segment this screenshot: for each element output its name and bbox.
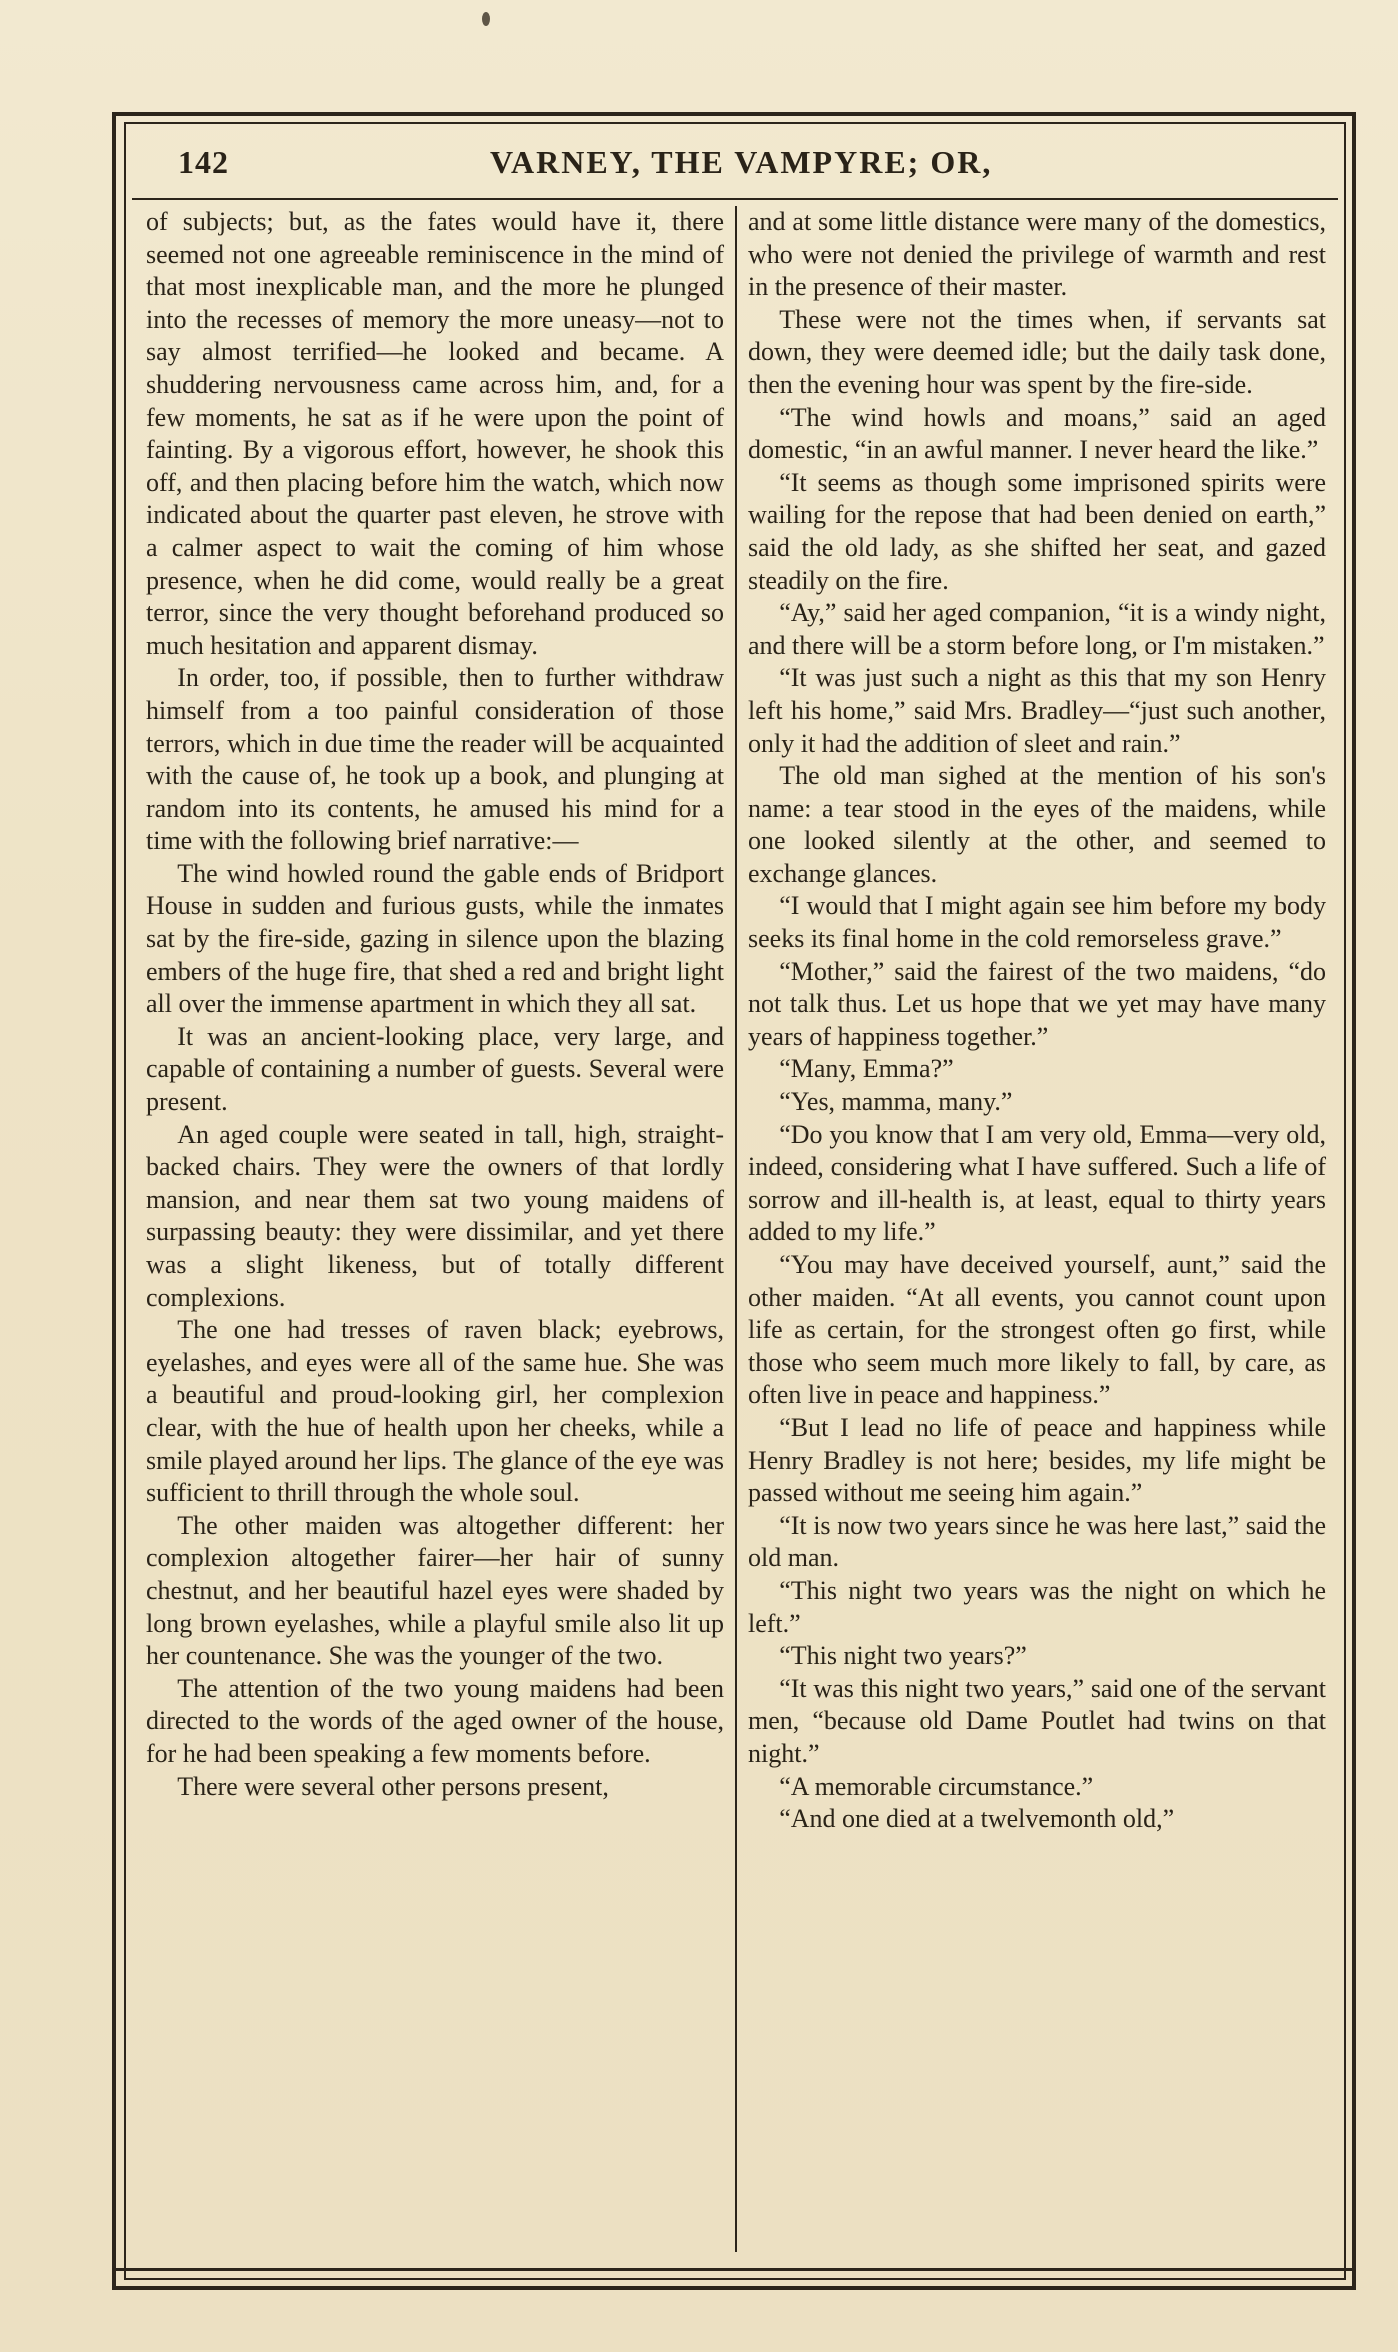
paragraph: An aged couple were seated in tall, high, straight-backed chairs. They were the owners of that lordly mansion, and near them sat two young maidens of surpassing beauty: they were dissimilar, and yet there was a slight likeness, but of totally different complexions. — [146, 1119, 724, 1312]
paragraph: “And one died at a twelvemonth old,” — [779, 1804, 1175, 1834]
ink-smudge — [482, 12, 490, 26]
left-column — [146, 206, 724, 1803]
paragraph: These were not the times when, if servants sat down, they were deemed idle; but the daily task done, then the evening hour was spent by the fire-side. — [748, 304, 1326, 399]
paragraph: “I would that I might again see him before my body seeks its final home in the cold remorseless grave.” — [748, 891, 1326, 954]
paragraph: “It is now two years since he was here last,” said the old man. — [748, 1510, 1326, 1573]
paragraph: “Many, Emma?” — [779, 1054, 954, 1084]
paragraph: “The wind howls and moans,” said an aged domestic, “in an awful manner. I never heard the like.” — [748, 402, 1326, 465]
paragraph: “You may have deceived yourself, aunt,” said the other maiden. “At all events, you cannot count upon life as certain, for the strongest often go first, while those who seem much more likely to fall, by care, as often live in peace and happiness.” — [748, 1250, 1326, 1410]
paragraph: The other maiden was altogether different: her complexion altogether fairer—her hair of sunny chestnut, and her beautiful hazel eyes were shaded by long brown eyelashes, while a playful smile also lit up her countenance. She was the younger of the two. — [146, 1510, 724, 1671]
running-title: VARNEY, THE VAMPYRE; OR, — [490, 144, 993, 180]
paragraph: “Do you know that I am very old, Emma—very old, indeed, considering what I have suffered. Such a life of sorrow and ill-health is, at least, equal to thirty years added to my life.” — [748, 1119, 1326, 1247]
paragraph: In order, too, if possible, then to further withdraw himself from a too painful consideration of those terrors, which in due time the reader will be acquainted with the cause of, he took up a book, and plunging at random into its contents, he amused his mind for a time with the following brief narrative:— — [146, 663, 724, 856]
column-divider — [735, 206, 737, 2252]
page-number: 142 — [178, 144, 229, 180]
paragraph: The wind howled round the gable ends of Bridport House in sudden and furious gusts, while the inmates sat by the fire-side, gazing in silence upon the blazing embers of the huge fire, that shed a red and bright light all over the immense apartment in which they all sat. — [146, 858, 724, 1019]
paragraph: “This night two years was the night on which he left.” — [748, 1575, 1326, 1638]
header-rule — [132, 198, 1338, 200]
paragraph: “A memorable circumstance.” — [779, 1771, 1094, 1801]
paragraph: The attention of the two young maidens had been directed to the words of the aged owner of the house, for he had been speaking a few moments before. — [146, 1673, 724, 1768]
paragraph: “It seems as though some imprisoned spirits were wailing for the repose that had been denied on earth,” said the old lady, as she shifted her seat, and gazed steadily on the fire. — [748, 467, 1326, 595]
paragraph: of subjects; but, as the fates would have it, there seemed not one agreeable reminiscence in the mind of that most inexplicable man, and the more he plunged into the recesses of memory the more uneasy—not to say almost terrified—he looked and became. A shuddering nervousness came across him, and, for a few moments, he sat as if he were upon the point of fainting. By a vigorous effort, however, he shook this off, and then placing before him the watch, which now indicated about the quarter past eleven, he strove with a calmer aspect to wait the coming of him whose presence, when he did come, would really be a great terror, since the very thought beforehand produced so much hesitation and apparent dismay. — [146, 207, 724, 660]
paragraph: The old man sighed at the mention of his son's name: a tear stood in the eyes of the maidens, while one looked silently at the other, and seemed to exchange glances. — [748, 761, 1326, 888]
page-header — [130, 132, 1340, 192]
right-column — [748, 206, 1326, 1836]
paragraph: “It was just such a night as this that my son Henry left his home,” said Mrs. Bradley—“just such another, only it had the addition of sleet and rain.” — [748, 663, 1326, 758]
paragraph: and at some little distance were many of the domestics, who were not denied the privilege of warmth and rest in the presence of their master. — [748, 207, 1326, 302]
paragraph: “It was this night two years,” said one of the servant men, “because old Dame Poutlet had twins on that night.” — [748, 1673, 1326, 1768]
paragraph: The one had tresses of raven black; eyebrows, eyelashes, and eyes were all of the same hue. She was a beautiful and proud-looking girl, her complexion clear, with the hue of health upon her cheeks, while a smile played around her lips. The glance of the eye was sufficient to thrill through the whole soul. — [146, 1315, 724, 1508]
paragraph: “Mother,” said the fairest of the two maidens, “do not talk thus. Let us hope that we yet may have many years of happiness together.” — [748, 956, 1326, 1051]
paragraph: “But I lead no life of peace and happiness while Henry Bradley is not here; besides, my life might be passed without me seeing him again.” — [748, 1412, 1326, 1508]
bottom-rule — [112, 2268, 1356, 2271]
paragraph: “This night two years?” — [779, 1641, 1027, 1671]
paragraph: “Yes, mamma, many.” — [779, 1087, 1013, 1117]
paragraph: “Ay,” said her aged companion, “it is a windy night, and there will be a storm before long, or I'm mistaken.” — [748, 598, 1326, 660]
paragraph: It was an ancient-looking place, very large, and capable of containing a number of guests. Several were present. — [146, 1021, 724, 1117]
paragraph: There were several other persons present, — [177, 1771, 609, 1801]
